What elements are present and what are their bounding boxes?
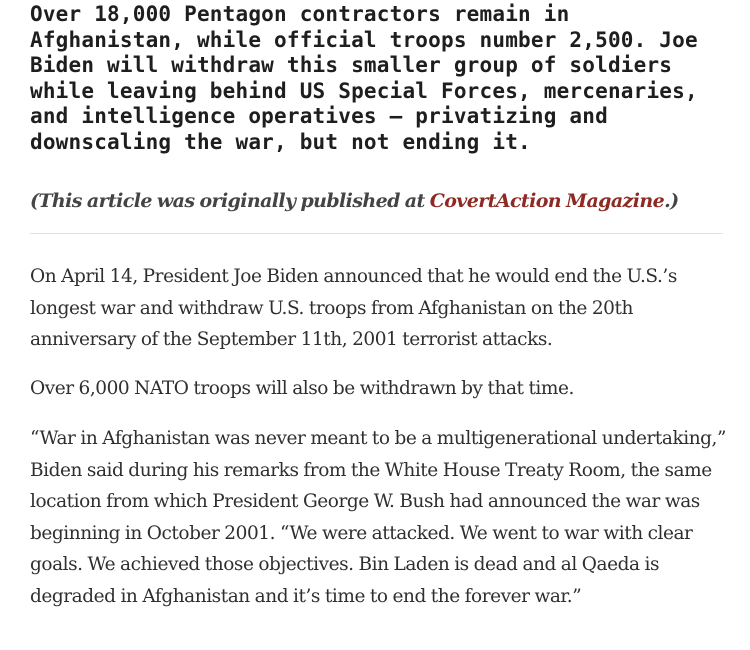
article-body: [30, 261, 730, 612]
republication-note: [30, 188, 730, 214]
body-paragraph: “War in Afghanistan was never meant to be a multigenerational undertaking,” Biden said during his remarks from the White House Treaty Room, the same location from which President George W. Bush had announced the war was beginning in October 2001. “We were attacked. We went to war with clear goals. We achieved those objectives. Bin Laden is dead and al Qaeda is degraded in Afghanistan and it’s time to end the forever war.”: [30, 428, 726, 607]
body-paragraph: Over 6,000 NATO troops will also be withdrawn by that time.: [30, 377, 574, 399]
body-paragraph: On April 14, President Joe Biden announced that he would end the U.S.’s longest war and withdraw U.S. troops from Afghanistan on the 20th anniversary of the September 11th, 2001 terrorist attacks.: [30, 266, 677, 350]
article-lede: Over 18,000 Pentagon contractors remain in Afghanistan, while official troops number 2,500. Joe Biden will withdraw this smaller group of soldiers while leaving behind US Special Forces, mercenaries, and intelligence operatives — privatizing and downscaling the war, but not ending it.: [30, 2, 698, 154]
section-divider: [30, 233, 723, 234]
note-suffix: .): [664, 190, 679, 212]
note-prefix: (This article was originally published at: [30, 190, 430, 212]
article: [30, 0, 730, 612]
source-link[interactable]: CovertAction Magazine: [429, 190, 665, 212]
